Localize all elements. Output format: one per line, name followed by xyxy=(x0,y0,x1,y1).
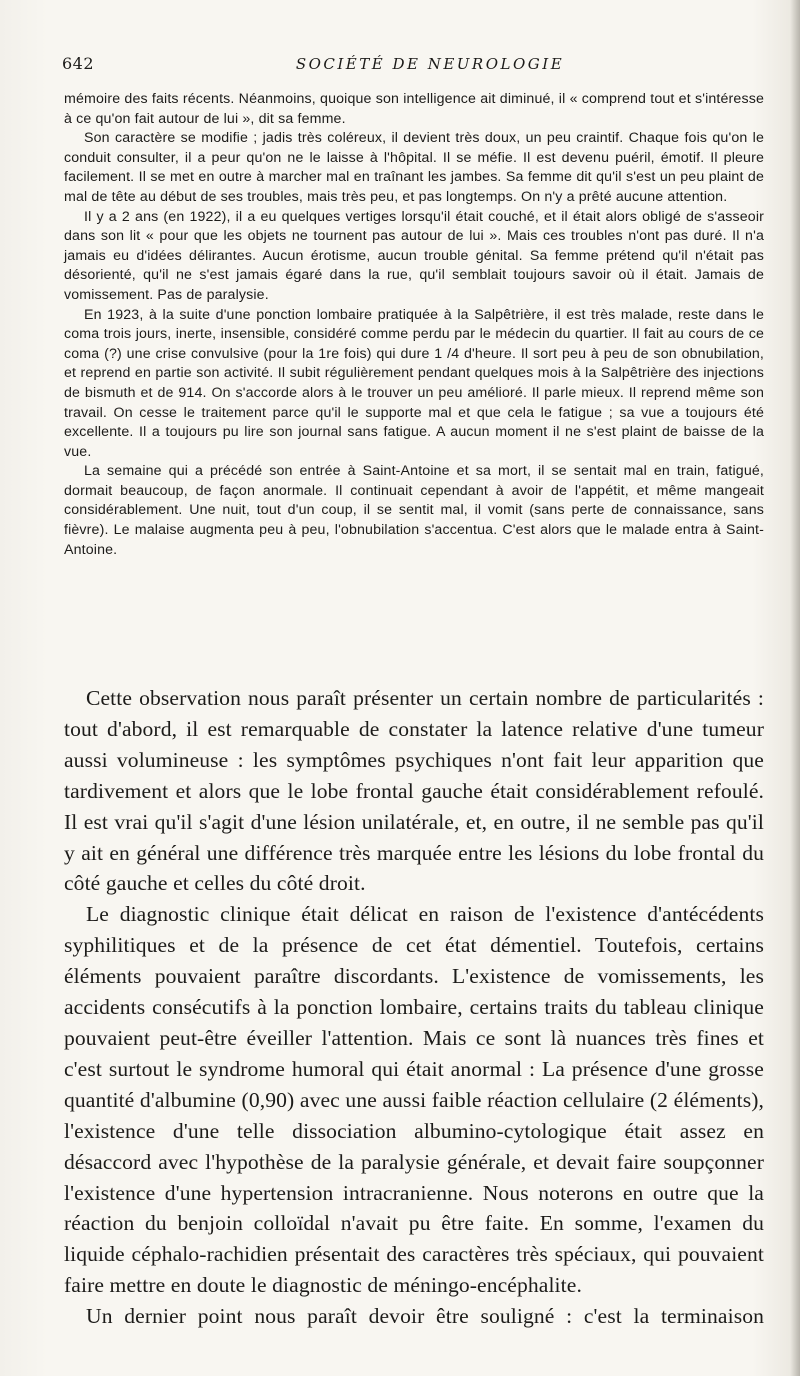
paragraph: Son caractère se modifie ; jadis très coléreux, il devient très doux, un peu craintif. Chaque fois qu'on le conduit consulter, il a peur qu'on ne le laisse à l'hôpital. Il se méfie. Il est devenu puéril, émotif. Il pleure facilement. Il se met en outre à marcher mal en traînant les jambes. Sa femme dit qu'il s'est un peu plaint de mal de tête au début de ses troubles, mais très peu, et pas longtemps. On n'y a prêté aucune attention. xyxy=(64,130,764,205)
page-edge-shadow xyxy=(790,0,800,1376)
discussion-text xyxy=(64,683,764,1332)
paragraph: mémoire des faits récents. Néanmoins, quoique son intelligence ait diminué, il « comprend tout et s'intéresse à ce qu'on fait autour de lui », dit sa femme. xyxy=(64,91,764,127)
paragraph: Le diagnostic clinique était délicat en raison de l'existence d'antécédents syphilitiques et de la présence de cet état démentiel. Toutefois, certains éléments pouvaient paraître discordants. L'existence de vomissements, les accidents consécutifs à la ponction lombaire, certains traits du tableau clinique pouvaient peut-être éveiller l'attention. Mais ce sont là nuances très fines et c'est surtout le syndrome humoral qui était anormal : La présence d'une grosse quantité d'albumine (0,90) avec une aussi faible réaction cellulaire (2 éléments), l'existence d'une telle dissociation albumino-cytologique était assez en désaccord avec l'hypothèse de la paralysie générale, et devait faire soupçonner l'existence d'une hypertension intracranienne. Nous noterons en outre que la réaction du benjoin colloïdal n'avait pu être faite. En somme, l'examen du liquide céphalo-rachidien présentait des caractères très spéciaux, qui pouvaient faire mettre en doute le diagnostic de méningo-encéphalite. xyxy=(64,902,764,1298)
page-header xyxy=(60,54,760,82)
paragraph: La semaine qui a précédé son entrée à Saint-Antoine et sa mort, il se sentait mal en train, fatigué, dormait beaucoup, de façon anormale. Il continuait cependant à avoir de l'appétit, et même mangeait considérablement. Une nuit, tout d'un coup, il se sentit mal, il vomit (sans perte de connaissance, sans fièvre). Le malaise augmenta peu à peu, l'obnubilation s'accentua. C'est alors que le malade entra à Saint-Antoine. xyxy=(64,463,764,558)
paragraph: Un dernier point nous paraît devoir être souligné : c'est la terminaison xyxy=(86,1304,764,1329)
paragraph: Cette observation nous paraît présenter un certain nombre de particularités : tout d'abord, il est remarquable de constater la latence relative d'une tumeur aussi volumineuse : les symptômes psychiques n'ont fait leur apparition que tardivement et alors que le lobe frontal gauche était considérablement refoulé. Il est vrai qu'il s'agit d'une lésion unilatérale, et, en outre, il ne semble pas qu'il y ait en général une différence très marquée entre les lésions du lobe frontal du côté gauche et celles du côté droit. xyxy=(64,686,764,896)
paragraph: En 1923, à la suite d'une ponction lombaire pratiquée à la Salpêtrière, il est très malade, reste dans le coma trois jours, inerte, insensible, considéré comme perdu par le médecin du quartier. Il fait au cours de ce coma (?) une crise convulsive (pour la 1re fois) qui dure 1 /4 d'heure. Il sort peu à peu de son obnubilation, et reprend en partie son activité. Il subit régulièrement pendant quelques mois à la Salpêtrière des injections de bismuth et de 914. On s'accorde alors à le trouver un peu amélioré. Il parle mieux. Il reprend même son travail. On cesse le traitement parce qu'il le supporte mal et que cela le fatigue ; sa vue a toujours été excellente. Il a toujours pu lire son journal sans fatigue. A aucun moment il ne s'est plaint de baisse de la vue. xyxy=(64,306,764,460)
running-title: SOCIÉTÉ DE NEUROLOGIE xyxy=(295,55,565,73)
paragraph: Il y a 2 ans (en 1922), il a eu quelques vertiges lorsqu'il était couché, et il était alors obligé de s'asseoir dans son lit « pour que les objets ne tournent pas autour de lui ». Mais ces troubles n'ont pas duré. Il n'a jamais eu d'idées délirantes. Aucun érotisme, aucun trouble génital. Sa femme prétend qu'il n'était pas désorienté, qu'il ne s'est jamais égaré dans la rue, qu'il semblait toujours savoir où il était. Jamais de vomissement. Pas de paralysie. xyxy=(64,208,764,303)
case-report-text xyxy=(64,90,764,560)
page-number: 642 xyxy=(62,54,95,73)
